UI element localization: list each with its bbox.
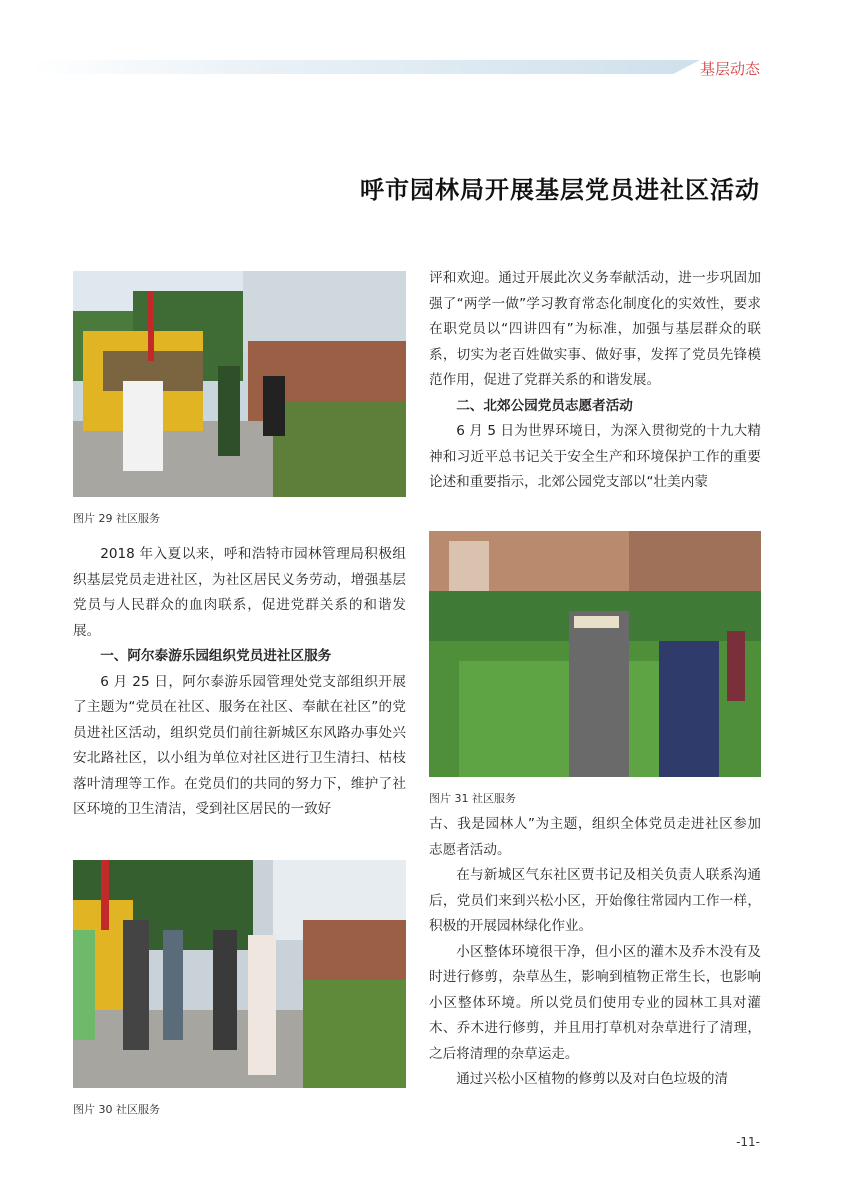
left-column-text [73, 542, 406, 823]
paragraph: 评和欢迎。通过开展此次义务奉献活动，进一步巩固加强了“两学一做”学习教育常态化制度化的实效性，要求在职党员以“四讲四有”为标准，加强与基层群众的联系，切实为老百姓做实事、做好事，发挥了党员先锋模范作用，促进了党群关系的和谐发展。 [429, 270, 761, 388]
paragraph: 2018 年入夏以来，呼和浩特市园林管理局积极组织基层党员走进社区，为社区居民义务劳动，增强基层党员与人民群众的血肉联系，促进党群关系的和谐发展。 [73, 546, 406, 639]
paragraph: 小区整体环境很干净，但小区的灌木及乔木没有及时进行修剪，杂草丛生，影响到植物正常生长，也影响小区整体环境。所以党员们使用专业的园林工具对灌木、乔木进行修剪，并且用打草机对杂草进行了清理，之后将清理的杂草运走。 [429, 943, 761, 1062]
right-column-top-text [429, 266, 761, 496]
paragraph: 6 月 5 日为世界环境日，为深入贯彻党的十九大精神和习近平总书记关于安全生产和环境保护工作的重要论述和重要指示，北郊公园党支部以“壮美内蒙 [429, 423, 761, 490]
photo-community-service-2 [73, 860, 406, 1088]
photo-community-service-3 [429, 531, 761, 777]
paragraph: 通过兴松小区植物的修剪以及对白色垃圾的清 [456, 1071, 729, 1087]
paragraph: 古、我是园林人”为主题，组织全体党员走进社区参加志愿者活动。 [429, 816, 761, 858]
figure-caption: 图片 30 社区服务 [73, 1103, 160, 1116]
paragraph: 在与新城区气东社区贾书记及相关负责人联系沟通后，党员们来到兴松小区，开始像往常园内工作一样，积极的开展园林绿化作业。 [429, 867, 761, 934]
figure-caption: 图片 29 社区服务 [73, 512, 160, 525]
paragraph: 6 月 25 日，阿尔泰游乐园管理处党支部组织开展了主题为“党员在社区、服务在社区、奉献在社区”的党员进社区活动，组织党员们前往新城区东风路办事处兴安北路社区，以小组为单位对社区进行卫生清扫、枯枝落叶清理等工作。在党员们的共同的努力下，维护了社区环境的卫生清洁，受到社区居民的一致好 [73, 673, 406, 817]
page-title: 呼市园林局开展基层党员进社区活动 [360, 176, 760, 204]
page-number: -11- [736, 1135, 760, 1149]
section-heading: 一、阿尔泰游乐园组织党员进社区服务 [100, 648, 332, 664]
section-heading: 二、北郊公园党员志愿者活动 [456, 397, 633, 414]
section-tag: 基层动态 [699, 60, 760, 78]
photo-community-service-1 [73, 271, 406, 497]
right-column-bottom-text [429, 812, 761, 1093]
header-band [30, 60, 700, 74]
figure-caption: 图片 31 社区服务 [429, 792, 516, 805]
